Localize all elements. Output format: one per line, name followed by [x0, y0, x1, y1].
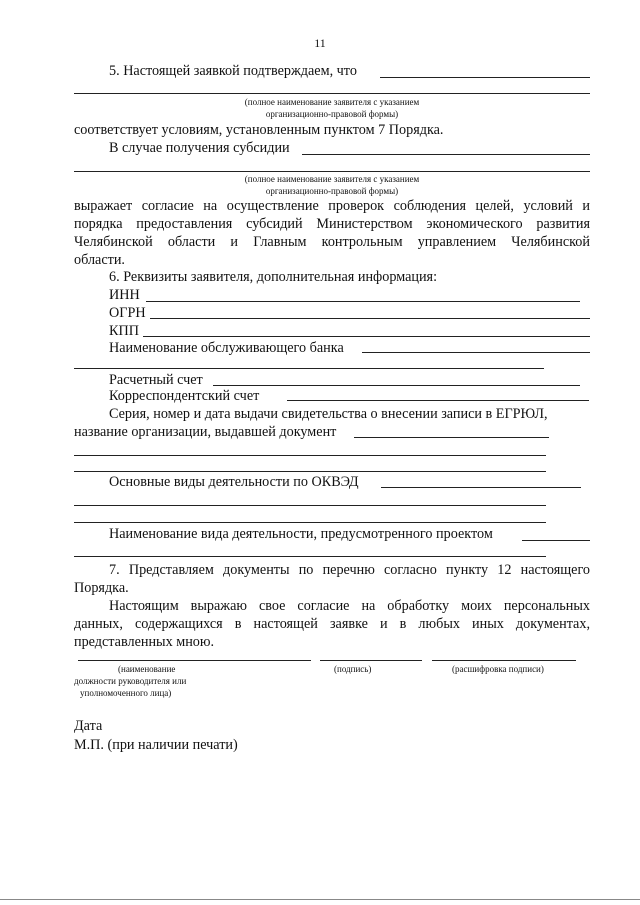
- ogrn-field[interactable]: [150, 318, 590, 319]
- project-activity-label: Наименование вида деятельности, предусмотренного проектом: [109, 526, 493, 542]
- consent-line1: Настоящим выражаю свое согласие на обработку моих персональных: [109, 598, 590, 614]
- caption-position-c: уполномоченного лица): [80, 688, 172, 698]
- project-activity-field-1[interactable]: [522, 540, 590, 541]
- signature-decode-line[interactable]: [432, 660, 576, 661]
- section5-line2: соответствует условиям, установленным пунктом 7 Порядка.: [74, 122, 444, 138]
- caption-position-b: должности руководителя или: [74, 676, 187, 686]
- applicant-name-blank-1[interactable]: [380, 77, 590, 78]
- consent-paragraph-line4: области.: [74, 252, 125, 268]
- okved-field-2[interactable]: [74, 505, 546, 506]
- egrul-line1: Серия, номер и дата выдачи свидетельства о внесении записи в ЕГРЮЛ,: [109, 406, 548, 422]
- bank-field-1[interactable]: [362, 352, 590, 353]
- bank-field-2[interactable]: [74, 368, 544, 369]
- caption-applicant-1a: (полное наименование заявителя с указанием: [244, 97, 420, 107]
- consent-line2: данных, содержащихся в настоящей заявке и в любых иных документах,: [74, 616, 590, 632]
- okved-field-3[interactable]: [74, 522, 546, 523]
- consent-paragraph-line3: Челябинской области и Главным контрольным управлением Челябинской: [74, 234, 590, 250]
- bank-label: Наименование обслуживающего банка: [109, 340, 344, 356]
- page-bottom-border: [0, 899, 640, 900]
- kpp-field[interactable]: [143, 336, 590, 337]
- account-field[interactable]: [213, 385, 580, 386]
- subsidy-applicant-blank-2[interactable]: [74, 171, 590, 172]
- section7-line1: 7. Представляем документы по перечню согласно пункту 12 настоящего: [109, 562, 590, 578]
- subsidy-applicant-blank-1[interactable]: [302, 154, 590, 155]
- section6-title: 6. Реквизиты заявителя, дополнительная информация:: [109, 269, 438, 285]
- caption-applicant-2b: организационно-правовой формы): [265, 186, 399, 196]
- position-signature-line[interactable]: [78, 660, 311, 661]
- page-number: 11: [314, 36, 326, 50]
- stamp-label: М.П. (при наличии печати): [74, 737, 238, 753]
- consent-paragraph-line2: порядка предоставления субсидий Министерством экономического развития: [74, 216, 590, 232]
- egrul-field-2[interactable]: [74, 455, 546, 456]
- date-label: Дата: [74, 718, 103, 734]
- corr-account-label: Корреспондентский счет: [109, 388, 260, 404]
- consent-paragraph-line1: выражает согласие на осуществление проверок соблюдения целей, условий и: [74, 198, 590, 214]
- section5-line3: В случае получения субсидии: [109, 140, 290, 156]
- signature-line[interactable]: [320, 660, 422, 661]
- ogrn-label: ОГРН: [109, 305, 146, 321]
- account-label: Расчетный счет: [109, 372, 203, 388]
- project-activity-field-2[interactable]: [74, 556, 546, 557]
- kpp-label: КПП: [109, 323, 139, 339]
- section5-line1: 5. Настоящей заявкой подтверждаем, что: [109, 63, 357, 79]
- corr-account-field[interactable]: [287, 400, 589, 401]
- egrul-field-1[interactable]: [354, 437, 549, 438]
- inn-label: ИНН: [109, 287, 140, 303]
- applicant-name-blank-2[interactable]: [74, 93, 590, 94]
- inn-field[interactable]: [146, 301, 580, 302]
- caption-signature-decode: (расшифровка подписи): [452, 664, 544, 674]
- consent-line3: представленных мною.: [74, 634, 215, 650]
- caption-signature: (подпись): [334, 664, 372, 674]
- section7-line2: Порядка.: [74, 580, 129, 596]
- caption-applicant-1b: организационно-правовой формы): [265, 109, 399, 119]
- caption-position-a: (наименование: [118, 664, 176, 674]
- okved-field-1[interactable]: [381, 487, 581, 488]
- egrul-field-3[interactable]: [74, 471, 546, 472]
- egrul-line2: название организации, выдавшей документ: [74, 424, 337, 440]
- okved-label: Основные виды деятельности по ОКВЭД: [109, 474, 359, 490]
- caption-applicant-2a: (полное наименование заявителя с указанием: [244, 174, 420, 184]
